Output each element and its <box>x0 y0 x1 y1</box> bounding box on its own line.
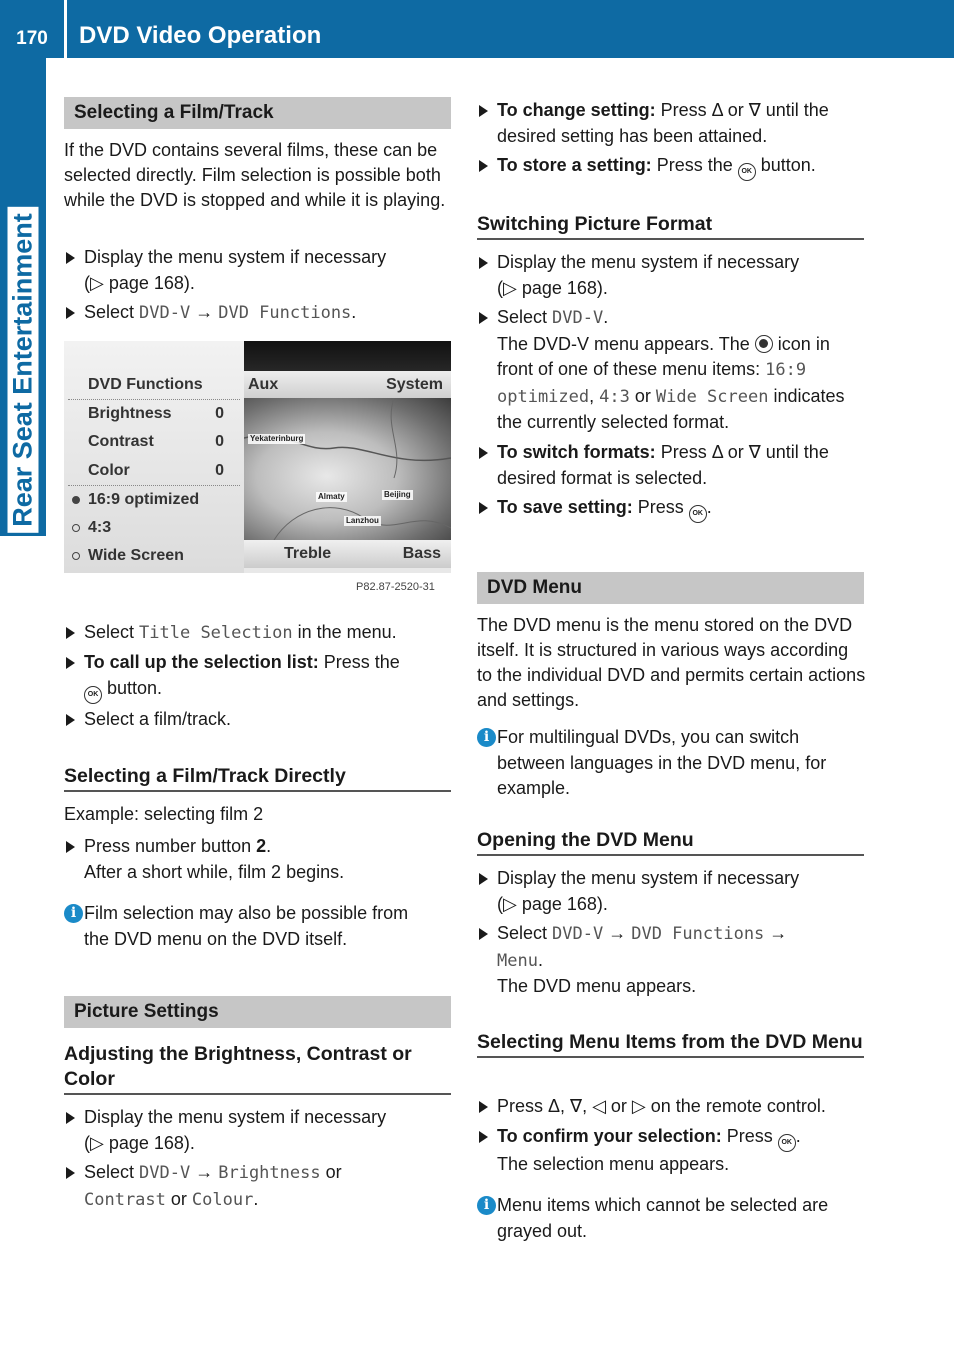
dvd-menu-info-note: i For multilingual DVDs, you can switch between languages in the DVD menu, for example. <box>477 725 867 802</box>
selected-dot-icon <box>755 335 773 353</box>
header-divider <box>64 0 67 58</box>
side-tab-label: Rear Seat Entertainment <box>8 207 39 533</box>
dvd-menu-intro: The DVD menu is the menu stored on the DVD itself. It is structured in various ways according to the individual DVD and permits certain actions and settings. <box>477 615 866 710</box>
format-step-2: Select DVD-V. The DVD-V menu appears. The icon in front of one of these menu items: 16:9 optimized, 4:3 or Wide Screen indicates the currently selected format. <box>477 305 872 436</box>
select-items-info-note: i Menu items which cannot be selected are grayed out. <box>477 1193 872 1244</box>
directly-step-1: Press number button 2. After a short while, film 2 begins. <box>64 834 451 885</box>
subhead-directly: Selecting a Film/Track Directly <box>64 764 451 792</box>
subhead-opening-menu: Opening the DVD Menu <box>477 828 864 856</box>
ok-button-icon: OK <box>778 1134 796 1152</box>
open-menu-step-2: Select DVD-V → DVD Functions → Menu. The DVD menu appears. <box>477 921 867 1000</box>
film-track-step-2: Select DVD-V → DVD Functions. <box>64 300 451 327</box>
open-menu-step-1: Display the menu system if necessary (▷ page 168). <box>477 866 867 917</box>
page-header <box>0 0 954 58</box>
radio-selected-icon <box>72 496 80 504</box>
subhead-selecting-items: Selecting Menu Items from the DVD Menu <box>477 1030 864 1058</box>
format-step-1: Display the menu system if necessary (▷ page 168). <box>477 250 867 301</box>
menu-option-4-3: 4:3 <box>64 514 244 542</box>
menu-row-color: Color 0 <box>88 462 224 479</box>
info-icon: i <box>477 1196 496 1215</box>
change-setting-step: To change setting: Press Δ or ∇ until the desired setting has been attained. <box>477 98 867 149</box>
film-track-step-4: To call up the selection list: Press the OK button. <box>64 650 451 704</box>
directly-info-note: i Film selection may also be possible from the DVD menu on the DVD itself. <box>64 901 454 952</box>
dvd-functions-screenshot <box>64 341 451 573</box>
section-banner-picture-settings: Picture Settings <box>64 996 451 1028</box>
format-step-3: To switch formats: Press Δ or ∇ until the desired format is selected. <box>477 440 867 491</box>
film-track-step-1: Display the menu system if necessary (▷ page 168). <box>64 245 451 296</box>
picture-step-1: Display the menu system if necessary (▷ page 168). <box>64 1105 451 1156</box>
radio-icon <box>72 552 80 560</box>
picture-step-2: Select DVD-V → Brightness or Contrast or Colour. <box>64 1160 451 1213</box>
select-items-step-1: Press Δ, ∇, ◁ or ▷ on the remote control. <box>477 1094 872 1120</box>
menu-title: DVD Functions <box>88 376 203 393</box>
bottom-menu-bar: Treble Bass <box>244 540 451 568</box>
page-number: 170 <box>16 28 48 49</box>
ok-button-icon: OK <box>84 686 102 704</box>
top-menu-bar: Aux System <box>244 371 451 398</box>
film-track-intro: If the DVD contains several films, these can be selected directly. Film selection is possible both while the DVD is stopped and while it is playing. <box>64 140 446 210</box>
menu-option-16-9: 16:9 optimized <box>64 486 244 514</box>
side-tab-label-wrap <box>0 58 46 536</box>
menu-row-contrast: Contrast 0 <box>88 433 224 450</box>
chapter-title: DVD Video Operation <box>79 22 322 49</box>
select-items-step-2: To confirm your selection: Press OK . The selection menu appears. <box>477 1124 867 1178</box>
map-view: Yekaterinburg Almaty Beijing Lanzhou <box>244 398 451 540</box>
film-track-step-5: Select a film/track. <box>64 707 451 733</box>
ok-button-icon: OK <box>689 505 707 523</box>
menu-option-wide-screen: Wide Screen <box>64 542 244 570</box>
dvd-functions-menu <box>64 341 244 573</box>
subhead-picture-format: Switching Picture Format <box>477 212 864 240</box>
radio-icon <box>72 524 80 532</box>
info-icon: i <box>477 728 496 747</box>
film-track-step-3: Select Title Selection in the menu. <box>64 620 451 647</box>
store-setting-step: To store a setting: Press the OK button. <box>477 153 867 181</box>
directly-example: Example: selecting film 2 <box>64 804 264 824</box>
ok-button-icon: OK <box>738 163 756 181</box>
figure-caption: P82.87-2520-31 <box>356 581 435 593</box>
format-step-4: To save setting: Press OK . <box>477 495 867 523</box>
section-banner-film-track: Selecting a Film/Track <box>64 97 451 129</box>
menu-row-brightness: Brightness 0 <box>88 405 224 422</box>
subhead-brightness: Adjusting the Brightness, Contrast or Color <box>64 1042 451 1095</box>
info-icon: i <box>64 904 83 923</box>
section-banner-dvd-menu: DVD Menu <box>477 572 864 604</box>
